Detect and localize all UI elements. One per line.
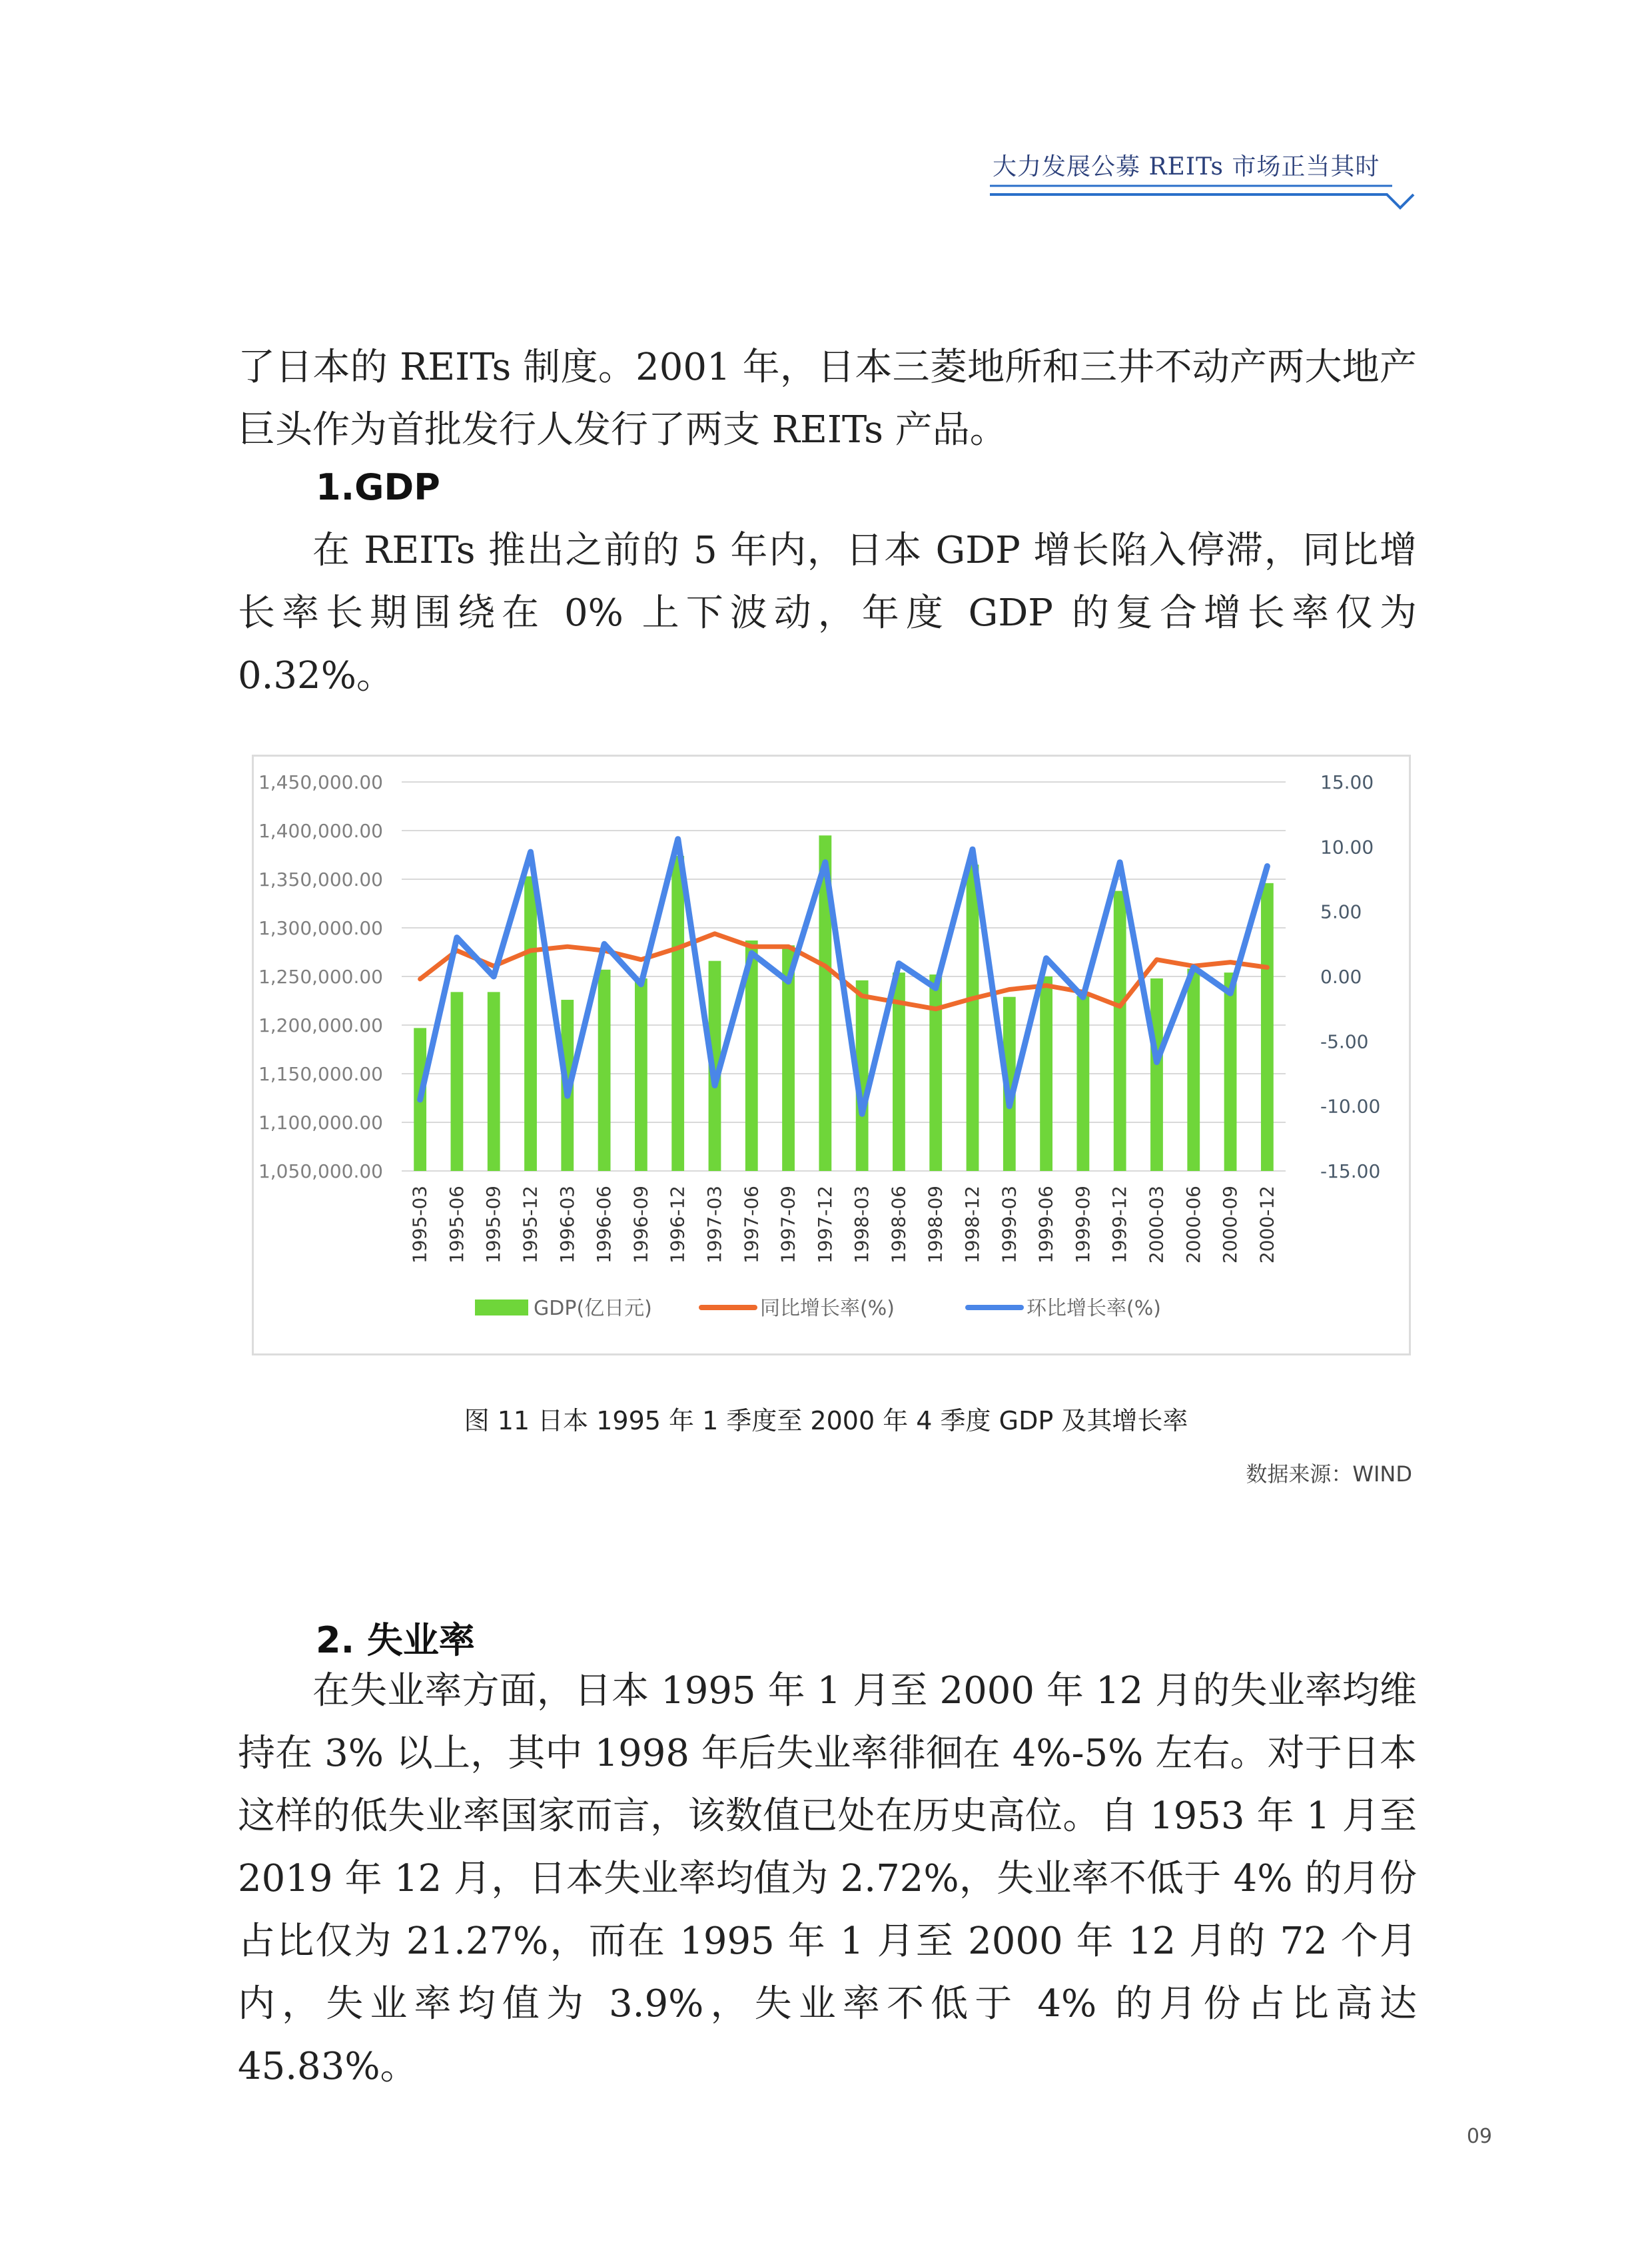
x-tick-label: 1998-03 — [851, 1186, 873, 1264]
figure-caption: 图 11 日本 1995 年 1 季度至 2000 年 4 季度 GDP 及其增长率 — [464, 1406, 1188, 1435]
bar-gdp — [524, 877, 537, 1171]
legend-label-qoq: 环比增长率(%) — [1027, 1297, 1161, 1320]
bar-gdp — [1076, 996, 1089, 1171]
y-right-tick-label: 0.00 — [1320, 966, 1362, 988]
x-tick-label: 1998-09 — [924, 1186, 947, 1264]
x-tick-label: 1999-06 — [1034, 1186, 1057, 1264]
gdp-chart — [252, 755, 1411, 1355]
y-right-tick-label: 15.00 — [1320, 771, 1374, 793]
x-tick-label: 2000-03 — [1145, 1186, 1168, 1264]
gdp-paragraph: 在 REITs 推出之前的 5 年内，日本 GDP 增长陷入停滞，同比增长率长期围绕在 0% 上下波动，年度 GDP 的复合增长率仅为 0.32%。 — [238, 529, 1417, 697]
x-tick-label: 1996-09 — [629, 1186, 652, 1264]
legend-label-gdp: GDP(亿日元) — [534, 1297, 652, 1320]
bar-gdp — [1261, 883, 1274, 1171]
y-right-tick-label: -10.00 — [1320, 1095, 1381, 1118]
y-right-tick-label: -15.00 — [1320, 1160, 1381, 1182]
y-left-tick-label: 1,050,000.00 — [258, 1160, 383, 1182]
x-tick-label: 1999-09 — [1071, 1186, 1094, 1264]
bar-gdp — [671, 856, 684, 1171]
y-right-tick-label: -5.00 — [1320, 1030, 1369, 1053]
x-tick-label: 1995-12 — [519, 1186, 542, 1264]
page-number: 09 — [1466, 2125, 1492, 2148]
section-heading-unemployment: 2. 失业率 — [316, 1619, 475, 1661]
y-left-tick-label: 1,200,000.00 — [258, 1014, 383, 1036]
y-left-tick-label: 1,250,000.00 — [258, 966, 383, 988]
x-tick-label: 1997-12 — [813, 1186, 836, 1264]
x-tick-label: 1998-12 — [961, 1186, 984, 1264]
bar-gdp — [598, 970, 611, 1171]
y-left-tick-label: 1,350,000.00 — [258, 869, 383, 891]
bar-gdp — [1150, 978, 1163, 1171]
x-tick-label: 1996-03 — [556, 1186, 578, 1264]
unemployment-paragraph: 在失业率方面，日本 1995 年 1 月至 2000 年 12 月的失业率均维持在 3% 以上，其中 1998 年后失业率徘徊在 4%-5% 左右。对于日本这样的低失业率国家而言，该数值已处在历史高位。自 1953 年 1 月至 2019 年 12 月，日本失业率均值为 2.72%，失业率不低于 4% 的月份占比仅为 21.27%，而在 1995 年 1 月至 2000 年 12 月的 72 个月内，失业率均值为 3.9%，失业率不低于 4% 的月份占比高达 45.83%。 — [238, 1669, 1417, 2088]
bar-gdp — [967, 865, 979, 1171]
y-right-tick-label: 10.00 — [1320, 836, 1374, 859]
x-tick-label: 1995-03 — [408, 1186, 431, 1264]
x-tick-label: 2000-12 — [1256, 1186, 1278, 1264]
x-tick-label: 1999-12 — [1108, 1186, 1131, 1264]
x-tick-label: 1996-06 — [593, 1186, 616, 1264]
x-tick-label: 2000-06 — [1182, 1186, 1204, 1264]
y-left-tick-label: 1,400,000.00 — [258, 820, 383, 842]
x-tick-label: 2000-09 — [1219, 1186, 1242, 1264]
x-tick-label: 1996-12 — [666, 1186, 689, 1264]
y-left-tick-label: 1,150,000.00 — [258, 1063, 383, 1085]
bar-gdp — [929, 974, 942, 1171]
bar-gdp — [1224, 972, 1237, 1171]
x-tick-label: 1997-03 — [703, 1186, 725, 1264]
running-header-title: 大力发展公募 REITs 市场正当其时 — [993, 153, 1380, 181]
legend-swatch-gdp — [475, 1300, 528, 1315]
bar-gdp — [1114, 891, 1126, 1171]
y-right-tick-label: 5.00 — [1320, 901, 1362, 923]
y-left-tick-label: 1,100,000.00 — [258, 1112, 383, 1134]
intro-paragraph: 了日本的 REITs 制度。2001 年，日本三菱地所和三井不动产两大地产巨头作为首批发行人发行了两支 REITs 产品。 — [238, 346, 1417, 452]
x-tick-label: 1998-06 — [887, 1186, 910, 1264]
bar-gdp — [1187, 968, 1200, 1171]
data-source: 数据来源：WIND — [1246, 1461, 1412, 1487]
series-line-qoq — [420, 839, 1268, 1114]
x-tick-label: 1995-09 — [482, 1186, 505, 1264]
bar-gdp — [451, 992, 464, 1171]
header-rule — [0, 0, 1652, 220]
section-heading-gdp: 1.GDP — [316, 466, 440, 508]
bar-gdp — [1040, 976, 1052, 1171]
x-tick-label: 1999-03 — [998, 1186, 1021, 1264]
x-tick-label: 1995-06 — [445, 1186, 468, 1264]
y-left-tick-label: 1,300,000.00 — [258, 917, 383, 939]
y-left-tick-label: 1,450,000.00 — [258, 771, 383, 793]
x-tick-label: 1997-06 — [740, 1186, 763, 1264]
bar-gdp — [488, 992, 500, 1171]
bar-gdp — [635, 978, 647, 1171]
legend-label-yoy: 同比增长率(%) — [760, 1297, 895, 1320]
x-tick-label: 1997-09 — [777, 1186, 799, 1264]
